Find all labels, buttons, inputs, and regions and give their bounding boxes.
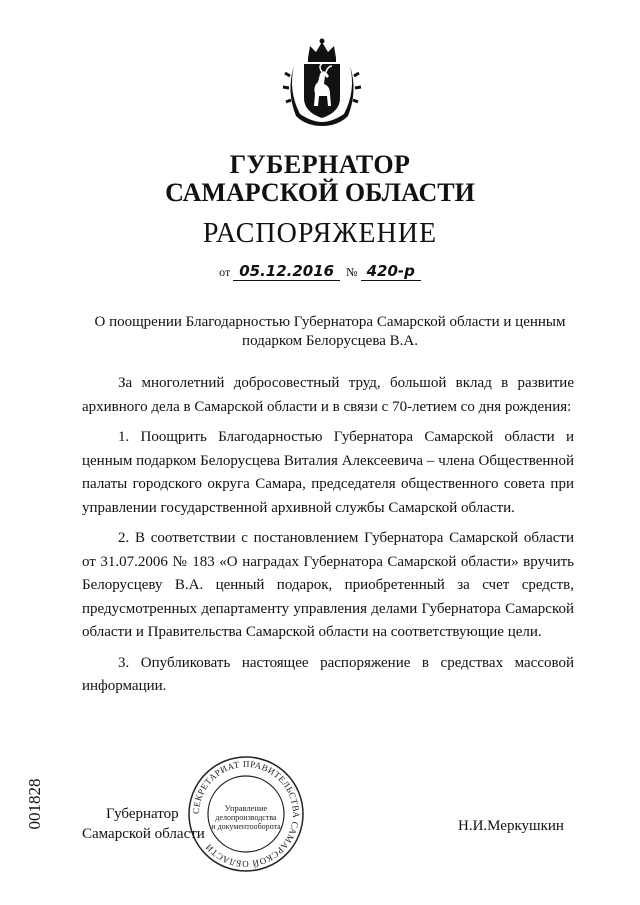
clause-2: 2. В соответствии с постановлением Губернатора Самарской области от 31.07.2006 № 183 «О наградах Губернатора Самарской области» вручить Белорусцеву В.А. ценный подарок, приобретенный за счет средств, предусмотренных департаменту управления делами Губернатора Самарской области и Правительства Самарской области на соответствующие цели. [82,530,574,640]
signatory-position-line2: Самарской области [82,826,205,842]
official-stamp [187,755,305,873]
registration-number-text: 001828 [25,778,44,830]
preamble-paragraph: За многолетний добросовестный труд, большой вклад в развитие архивного дела в Самарской области и в связи с 70-летием со дня рождения: [82,375,574,415]
signatory-position-line1: Губернатор [106,806,179,822]
document-type: РАСПОРЯЖЕНИЕ [202,218,438,249]
issuer-title: ГУБЕРНАТОР [229,150,411,179]
document-subject: О поощрении Благодарностью Губернатора Самарской области и ценным подарком Белорусцева В.А. [94,314,566,349]
clause-1: 1. Поощрить Благодарностью Губернатора Самарской области и ценным подарком Белорусцева Виталия Алексеевича – члена Общественной палаты городского округа Самара, председателя общественного совета при управлении государственной архивной службы Самарской области. [82,429,574,516]
stamp-inner-line2: делопроизводства [215,813,277,822]
clause-3: 3. Опубликовать настоящее распоряжение в средствах массовой информации. [82,654,574,694]
document-body [82,372,574,706]
issuer-region: САМАРСКОЙ ОБЛАСТИ [165,178,475,207]
registration-number [20,770,50,840]
stamp-inner-line3: и документооборота [211,822,281,831]
number-prefix: № [346,265,358,279]
date-prefix: от [219,265,231,279]
date-number-line [0,262,640,280]
coat-of-arms-emblem [282,36,362,128]
stamp-inner-line1: Управление [224,803,268,813]
stamp-outer-text: СЕКРЕТАРИАТ ПРАВИТЕЛЬСТВА САМАРСКОЙ ОБЛАСТИ [190,758,302,870]
signatory-name: Н.И.Меркушкин [458,818,564,834]
document-date: 05.12.2016 [233,262,340,281]
document-number: 420-р [361,262,421,281]
